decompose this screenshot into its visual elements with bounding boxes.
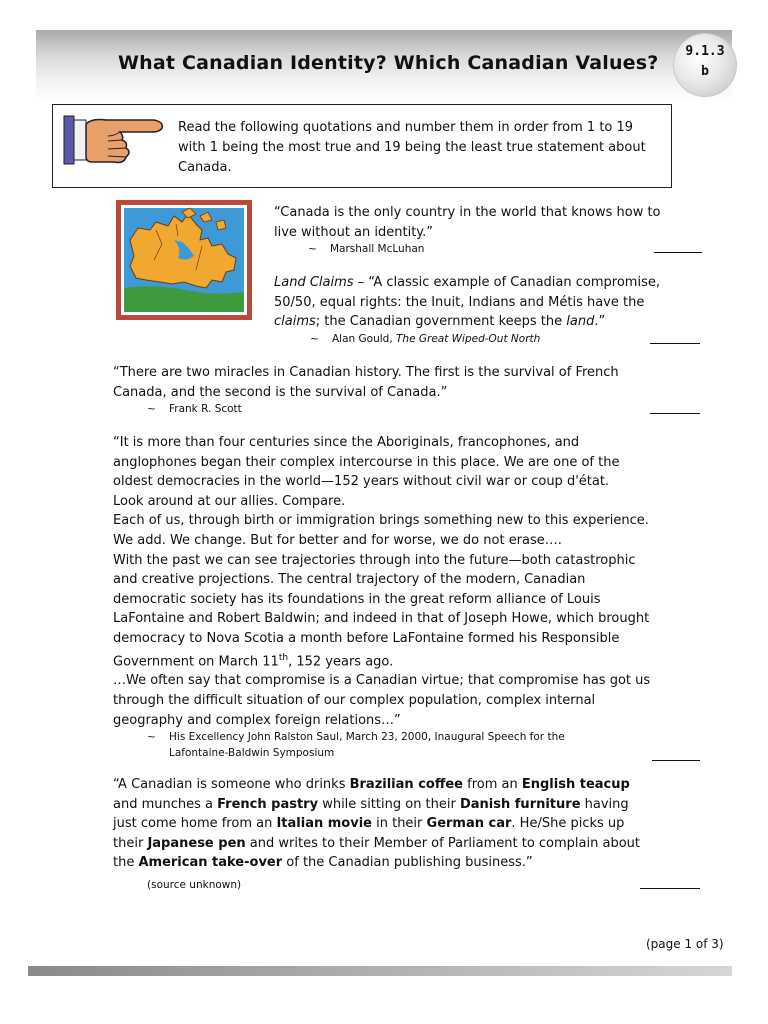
author-mcluhan: Marshall McLuhan (330, 243, 425, 255)
quote-saul-line: geography and complex foreign relations…” (113, 712, 401, 728)
quote-saul (113, 433, 673, 730)
author-scott: Frank R. Scott (169, 403, 242, 415)
bold-phrase: French pastry (217, 796, 319, 812)
bold-phrase: Japanese pen (147, 835, 246, 851)
author-gould: Alan Gould, (332, 333, 396, 345)
rank-blank-2[interactable] (650, 343, 700, 344)
quote-scott: “There are two miracles in Canadian history. The first is the survival of French Canada, and the second is the survival of Canada.” (113, 365, 619, 400)
attribution-scott (147, 401, 242, 417)
quote-saul-line: With the past we can see trajectories through into the future—both catastrophic (113, 552, 636, 568)
land-claims-label: Land Claims (274, 275, 354, 290)
badge-letter: b (701, 64, 709, 79)
quote-land-claims-emphasis-1: claims (274, 314, 316, 330)
quote-saul-line: oldest democracies in the world—152 years without civil war or coup d'état. (113, 474, 610, 490)
quote-saul-line: through the difficult situation of our complex population, complex internal (113, 693, 596, 709)
quote-text-segment: “A Canadian is someone who drinks (113, 777, 350, 792)
quote-land-claims-text-2: ; the Canadian government keeps the (315, 314, 567, 330)
quote-text-segment: from an (463, 777, 522, 792)
attribution-unknown: (source unknown) (147, 879, 242, 891)
rank-blank-1[interactable] (654, 252, 702, 253)
bold-phrase: American take-over (138, 855, 283, 871)
rank-blank-4[interactable] (652, 760, 700, 761)
quote-text-segment: of the Canadian publishing business.” (282, 855, 533, 871)
quote-saul-line: …We often say that compromise is a Canadian virtue; that compromise has got us (113, 673, 651, 689)
author-saul-line1: His Excellency John Ralston Saul, March 23, 2000, Inaugural Speech for the (169, 731, 565, 743)
page-title: What Canadian Identity? Which Canadian Values? (118, 52, 659, 74)
quote-saul-line: Look around at our allies. Compare. (113, 493, 346, 509)
quote-saul-line: anglophones began their complex intercourse in this place. We are one of the (113, 454, 620, 470)
rank-blank-5[interactable] (640, 888, 700, 889)
quote-text-segment: having just come home from an (113, 796, 629, 832)
superscript-th: th (278, 652, 289, 663)
quote-land-claims (274, 273, 666, 332)
quote-text-segment: in their (371, 816, 427, 832)
bold-phrase: English teacup (521, 777, 630, 792)
quote-saul-line: democracy to Nova Scotia a month before LaFontaine formed his Responsible (113, 630, 620, 646)
source-gould: The Great Wiped-Out North (396, 333, 541, 345)
author-saul-line2: Lafontaine-Baldwin Symposium (169, 747, 335, 759)
pointing-hand-icon (62, 110, 166, 170)
attribution-mcluhan (308, 241, 424, 257)
quote-text-segment: . He/She picks up their (113, 816, 625, 851)
tilde-mark: ~ (310, 333, 319, 345)
quote-saul-line: We add. We change. But for better and for worse, we do not erase…. (113, 532, 562, 548)
canada-map-icon (116, 200, 252, 320)
quote-saul-line (113, 649, 673, 672)
rank-blank-3[interactable] (650, 413, 700, 414)
badge-code: 9.1.3 (685, 44, 725, 59)
quote-text-segment: and munches a (113, 796, 218, 812)
quote-saul-gov-text-2: , 152 years ago. (288, 653, 394, 669)
quote-land-claims-text-3: .” (594, 314, 606, 330)
quote-saul-line: Each of us, through birth or immigration brings something new to this experience. (113, 513, 649, 529)
attribution-saul (147, 729, 607, 761)
tilde-mark: ~ (147, 731, 156, 743)
quote-saul-gov-text: Government on March 11 (113, 653, 279, 669)
quote-mcluhan: “Canada is the only country in the world that knows how to live without an identity.” (274, 205, 661, 240)
quote-saul-line: LaFontaine and Robert Baldwin; and indeed in that of Joseph Howe, which brought (113, 611, 650, 627)
bold-phrase: Danish furniture (459, 796, 581, 812)
attribution-gould (310, 331, 540, 347)
footer-bar (28, 966, 732, 976)
bold-phrase: Brazilian coffee (349, 777, 463, 792)
quote-text-segment: and writes to their Member of Parliament to complain about the (113, 835, 640, 871)
quote-saul-line: “It is more than four centuries since the Aboriginals, francophones, and (113, 435, 580, 450)
tilde-mark: ~ (308, 243, 317, 255)
quote-canadian-definition (113, 775, 645, 873)
globe-badge (673, 33, 737, 97)
bold-phrase: Italian movie (276, 816, 372, 832)
bold-phrase: German car (426, 816, 512, 832)
quote-saul-line: and creative projections. The central trajectory of the modern, Canadian (113, 572, 586, 588)
page-number: (page 1 of 3) (646, 937, 724, 951)
quote-saul-line: democratic society has its foundations in the great reform alliance of Louis (113, 591, 601, 607)
tilde-mark: ~ (147, 403, 156, 415)
quote-text-segment: while sitting on their (318, 796, 460, 812)
quote-land-claims-text-1: – “A classic example of Canadian compromise, 50/50, equal rights: the Inuit, Indians and Métis have the (274, 275, 660, 310)
instructions-text: Read the following quotations and number them in order from 1 to 19 with 1 being the most true and 19 being the least true statement about Canada. (178, 120, 646, 175)
quote-land-claims-emphasis-2: land (566, 314, 595, 330)
